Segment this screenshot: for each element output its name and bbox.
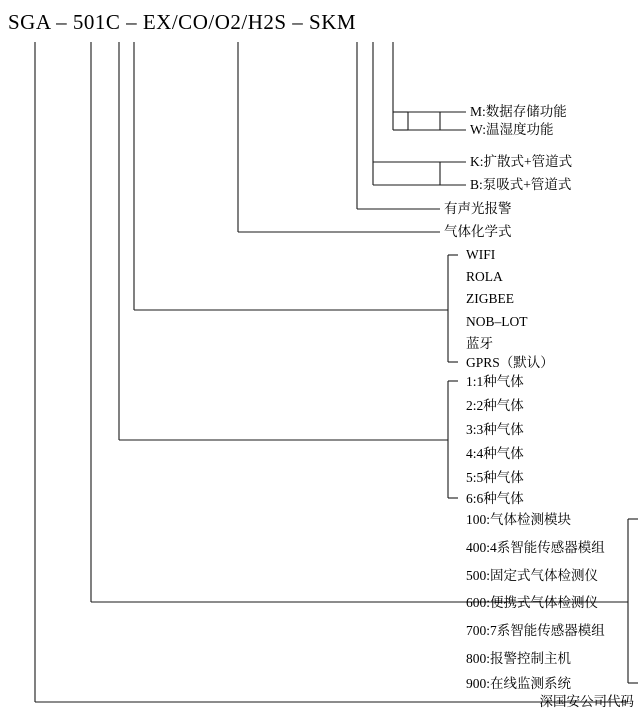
label-gascount-3: 3:3种气体 — [466, 422, 524, 437]
label-comms-wifi: WIFI — [466, 247, 496, 262]
label-storage-w: W:温湿度功能 — [470, 122, 554, 137]
label-gascount-6: 6:6种气体 — [466, 491, 524, 506]
label-series-500: 500:固定式气体检测仪 — [466, 568, 599, 583]
label-series-800: 800:报警控制主机 — [466, 651, 572, 666]
label-series-900: 900:在线监测系统 — [466, 676, 572, 691]
label-gascount-1: 1:1种气体 — [466, 374, 524, 389]
label-sampling-k: K:扩散式+管道式 — [470, 154, 573, 169]
label-series-700: 700:7系智能传感器模组 — [466, 623, 605, 638]
label-alarm: 有声光报警 — [444, 201, 512, 216]
label-comms-bluetooth: 蓝牙 — [466, 336, 493, 351]
label-storage-m: M:数据存储功能 — [470, 104, 567, 119]
label-sampling-b: B:泵吸式+管道式 — [470, 177, 572, 192]
label-gascount-4: 4:4种气体 — [466, 446, 524, 461]
label-comms-zigbee: ZIGBEE — [466, 291, 514, 306]
label-gascount-5: 5:5种气体 — [466, 470, 524, 485]
label-series-100: 100:气体检测模块 — [466, 512, 572, 527]
label-series-600: 600:便携式气体检测仪 — [466, 595, 599, 610]
product-code-line: SGA – 501C – EX/CO/O2/H2S – SKM — [8, 10, 357, 34]
label-comms-nob-lot: NOB–LOT — [466, 314, 528, 329]
label-series-400: 400:4系智能传感器模组 — [466, 540, 605, 555]
label-gascount-2: 2:2种气体 — [466, 398, 524, 413]
label-comms-gprs: GPRS（默认） — [466, 355, 554, 370]
label-gas-formula: 气体化学式 — [444, 224, 512, 239]
label-company-code: 深国安公司代码 — [539, 694, 634, 709]
label-comms-rola: ROLA — [466, 269, 503, 284]
